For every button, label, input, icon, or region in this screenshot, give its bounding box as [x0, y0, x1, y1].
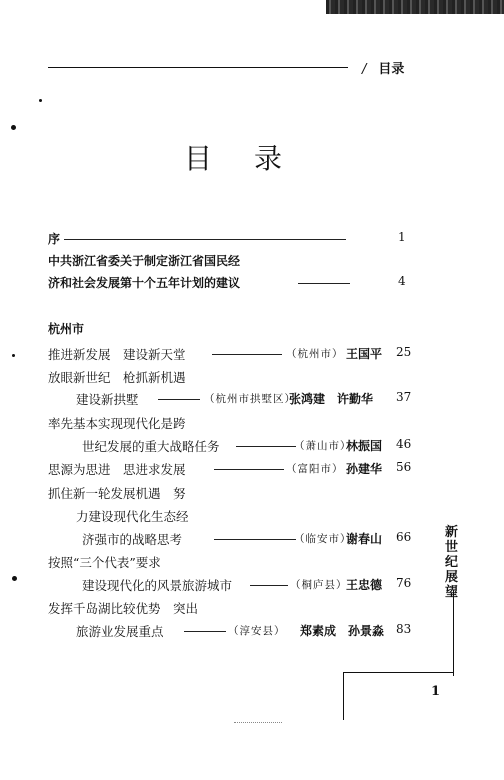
toc-entry-title: 按照“三个代表”要求 — [48, 555, 161, 570]
toc-entry-title: 序 — [48, 232, 61, 246]
toc-entry-cont — [0, 437, 504, 457]
toc-entry[interactable] — [0, 460, 504, 480]
page-title: 目录 — [184, 142, 325, 175]
footer-bracket-vertical — [343, 672, 344, 720]
toc-page-number: 66 — [396, 530, 412, 544]
toc-entry-title: 济强市的战略思考 — [82, 532, 183, 547]
toc-section-heading — [0, 320, 504, 340]
toc-entry-title: 济和社会发展第十个五年计划的建议 — [48, 276, 241, 290]
toc-page-number: 25 — [396, 345, 412, 359]
toc-entry-cont — [0, 507, 504, 527]
toc-entry-org: （杭州市拱墅区） — [204, 393, 296, 405]
scan-speck — [11, 125, 16, 130]
toc-page-number: 46 — [396, 437, 412, 451]
header-section-label: 目录 — [378, 62, 405, 77]
toc-entry-org: （杭州市） — [286, 348, 344, 360]
toc-entry[interactable] — [0, 368, 504, 388]
scan-edge-bar — [326, 0, 504, 14]
toc-page-number: 37 — [396, 390, 412, 404]
leader-line — [214, 469, 284, 470]
toc-entry-title: 放眼新世纪 枪抓新机遇 — [48, 370, 186, 385]
toc-page-number: 56 — [396, 460, 412, 474]
toc-entry-org: （桐庐县） — [290, 579, 348, 591]
toc-entry-cont — [0, 576, 504, 596]
toc-entry-author: 孙建华 — [346, 462, 383, 476]
toc-entry-author: 王国平 — [346, 347, 383, 361]
toc-entry[interactable] — [0, 414, 504, 434]
toc-entry-title: 发挥千岛湖比较优势 突出 — [48, 601, 199, 616]
leader-line — [212, 354, 282, 355]
toc-entry-cont — [0, 390, 504, 410]
toc-page-number: 76 — [396, 576, 412, 590]
toc-entry[interactable] — [0, 484, 504, 504]
leader-line — [184, 631, 226, 632]
toc-entry-lead[interactable] — [0, 252, 504, 272]
toc-entry[interactable] — [0, 345, 504, 365]
toc-entry-title: 力建设现代化生态经 — [76, 509, 189, 524]
toc-entry-author: 郑素成 孙景淼 — [300, 624, 385, 638]
scan-speck — [39, 99, 42, 102]
toc-entry-cont — [0, 622, 504, 642]
leader-line — [64, 239, 346, 240]
toc-entry-title: 抓住新一轮发展机遇 努 — [48, 486, 186, 501]
page-number: 1 — [431, 684, 441, 699]
leader-line — [250, 585, 288, 586]
toc-entry-org: （萧山市） — [294, 440, 352, 452]
header-rule — [48, 67, 348, 68]
toc-entry-author: 林振国 — [346, 439, 383, 453]
toc-entry-lead-cont — [0, 274, 504, 294]
section-title: 杭州市 — [48, 322, 85, 336]
leader-line — [236, 446, 296, 447]
toc-entry-org: （富阳市） — [286, 463, 344, 475]
leader-line — [298, 283, 350, 284]
toc-entry-title: 率先基本实现现代化是跨 — [48, 416, 186, 431]
side-rule — [453, 590, 454, 676]
toc-entry-title: 建设现代化的风景旅游城市 — [82, 578, 233, 593]
toc-entry-author: 谢春山 — [346, 532, 383, 546]
toc-entry-title: 世纪发展的重大战略任务 — [82, 439, 220, 454]
toc-entry[interactable] — [0, 599, 504, 619]
side-running-title: 新世纪展望 — [445, 525, 459, 600]
toc-page-number: 83 — [396, 622, 412, 636]
toc-entry-cont — [0, 530, 504, 550]
toc-entry-org: （临安市） — [294, 533, 352, 545]
slash-mark: / — [362, 62, 367, 77]
toc-entry-title: 中共浙江省委关于制定浙江省国民经 — [48, 254, 241, 268]
toc-entry-title: 旅游业发展重点 — [76, 624, 164, 639]
footer-bracket-horizontal — [343, 672, 453, 673]
toc-entry-title: 推进新发展 建设新天堂 — [48, 347, 186, 362]
scan-bottom-mark — [234, 722, 282, 723]
toc-page-number: 1 — [398, 230, 406, 244]
toc-entry-author: 王忠德 — [346, 578, 383, 592]
leader-line — [214, 539, 296, 540]
toc-entry-title: 思源为思进 思进求发展 — [48, 462, 186, 477]
leader-line — [158, 399, 200, 400]
toc-entry-title: 建设新拱墅 — [76, 392, 139, 407]
toc-entry[interactable] — [0, 553, 504, 573]
toc-entry-author: 张鸿建 许勤华 — [289, 392, 374, 406]
toc-entry-org: （淳安县） — [228, 625, 286, 637]
toc-page-number: 4 — [398, 274, 406, 288]
toc-entry-preface[interactable] — [0, 230, 504, 250]
running-header — [362, 58, 404, 77]
